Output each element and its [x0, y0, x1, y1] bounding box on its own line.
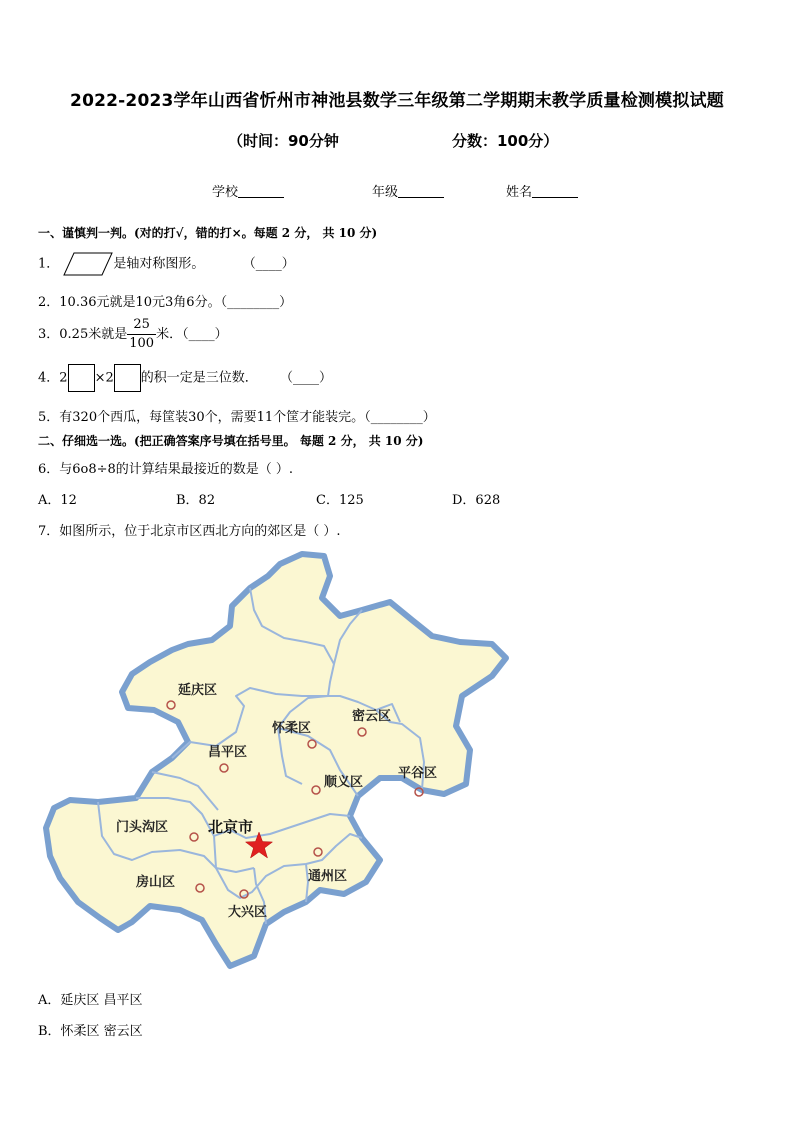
name-field — [506, 181, 578, 200]
question-3 — [38, 316, 228, 353]
section1-heading: 一、谨慎判一判。(对的打√，错的打×。每题 2 分， 共 10 分) — [38, 226, 378, 240]
q1-number: 1． — [38, 256, 60, 272]
question-7: 7．如图所示，位于北京市区西北方向的郊区是（ ）. — [38, 524, 341, 539]
time-label: （时间：90分钟 — [228, 132, 339, 150]
q3-post: 米． — [156, 327, 183, 342]
label-huairou: 怀柔区 — [272, 721, 312, 736]
score-label: 分数：100分） — [452, 132, 559, 150]
q6-option-b[interactable]: B．82 — [176, 493, 216, 508]
label-mentougou: 门头沟区 — [116, 820, 169, 835]
grade-label: 年级 — [372, 185, 399, 200]
question-5 — [38, 406, 436, 425]
q7-option-b[interactable]: B．怀柔区 密云区 — [38, 1024, 143, 1039]
beijing-map — [40, 546, 510, 971]
label-shunyi: 顺义区 — [324, 775, 364, 790]
label-yanqing: 延庆区 — [178, 683, 218, 698]
label-changping: 昌平区 — [208, 745, 248, 760]
label-daxing: 大兴区 — [228, 905, 268, 920]
q2-number: 2． — [38, 295, 60, 310]
q2-answer-paren[interactable]: （________） — [220, 295, 293, 310]
school-blank[interactable] — [238, 184, 284, 198]
fraction — [127, 316, 156, 353]
fraction-denominator: 100 — [129, 336, 155, 351]
paper-title: 2022-2023学年山西省忻州市神池县数学三年级第二学期期末教学质量检测模拟试题 — [70, 91, 724, 111]
q5-number: 5． — [38, 410, 60, 425]
q3-answer-paren[interactable]: （____） — [182, 327, 228, 342]
question-1 — [38, 252, 295, 276]
parallelogram-icon — [63, 252, 113, 276]
q6-option-d[interactable]: D．628 — [452, 493, 501, 508]
q4-times: ×2 — [94, 370, 114, 386]
q3-number: 3． — [38, 327, 60, 342]
q7-option-a[interactable]: A．延庆区 昌平区 — [38, 993, 143, 1008]
label-beijing-city: 北京市 — [208, 818, 254, 836]
q4-box-1[interactable] — [68, 364, 95, 392]
label-miyun: 密云区 — [352, 709, 392, 724]
q4-digit: 2 — [59, 370, 68, 386]
q4-answer-paren[interactable]: （____） — [280, 370, 333, 386]
map-regions — [46, 554, 506, 966]
q4-text: 的积一定是三位数． — [140, 370, 258, 386]
label-tongzhou: 通州区 — [308, 869, 348, 884]
q5-text: 有320个西瓜，每筐装30个，需要11个筐才能装完。 — [59, 410, 365, 425]
q6-option-c[interactable]: C．125 — [316, 493, 364, 508]
question-2 — [38, 291, 292, 310]
grade-blank[interactable] — [398, 184, 444, 198]
name-blank[interactable] — [532, 184, 578, 198]
q5-answer-paren[interactable]: （________） — [364, 410, 436, 425]
fraction-numerator: 25 — [127, 316, 156, 335]
question-6: 6．与6o8÷8的计算结果最接近的数是（ ）. — [38, 462, 294, 477]
label-fangshan: 房山区 — [136, 875, 176, 890]
question-4 — [38, 364, 332, 392]
label-pinggu: 平谷区 — [398, 766, 438, 781]
name-label: 姓名 — [506, 185, 533, 200]
q1-answer-paren[interactable]: （____） — [242, 256, 295, 272]
q6-option-a[interactable]: A．12 — [38, 493, 77, 508]
map-outline — [46, 554, 506, 966]
q1-text: 是轴对称图形。 — [113, 256, 205, 272]
grade-field — [372, 181, 444, 200]
q4-number: 4． — [38, 370, 60, 386]
school-label: 学校 — [212, 185, 239, 200]
q2-text: 10.36元就是10元3角6分。 — [59, 295, 221, 310]
q3-pre: 0.25米就是 — [59, 327, 128, 342]
section2-heading: 二、仔细选一选。(把正确答案序号填在括号里。 每题 2 分， 共 10 分) — [38, 434, 424, 448]
school-field — [212, 181, 284, 200]
q4-box-2[interactable] — [114, 364, 141, 392]
